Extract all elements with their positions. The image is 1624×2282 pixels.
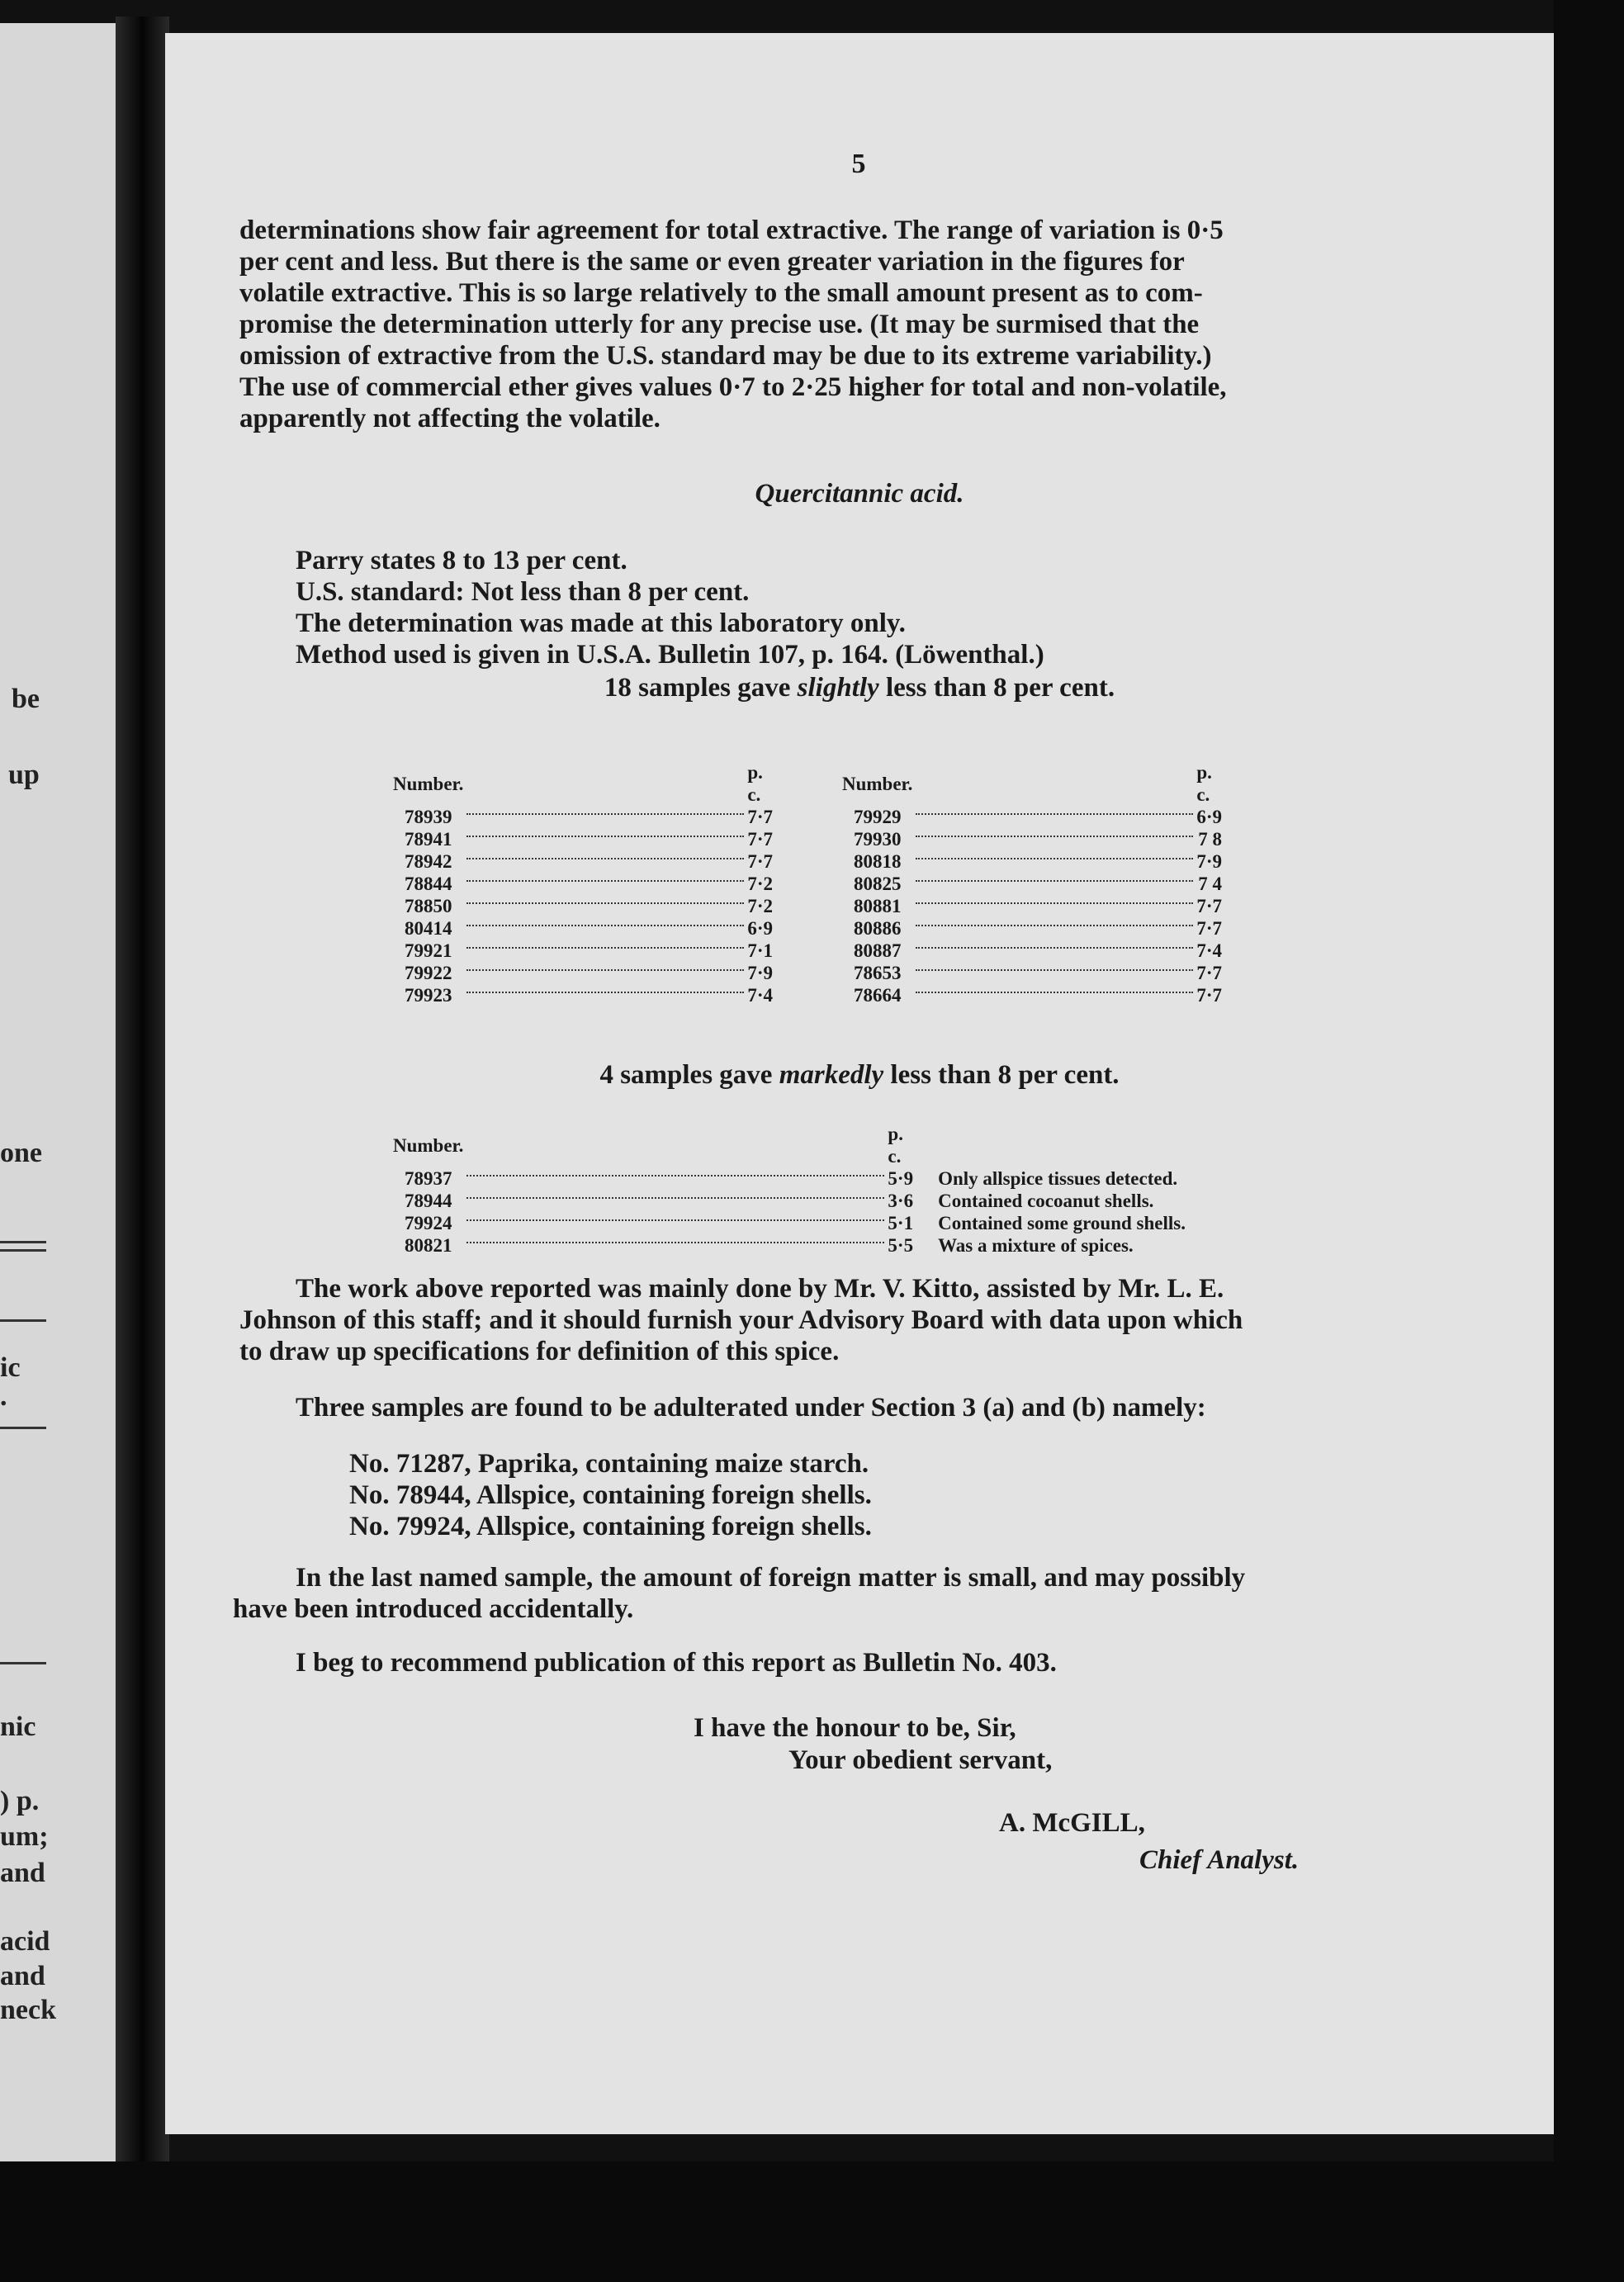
table-row [393, 984, 773, 1006]
percent-value: 7·2 [747, 896, 773, 916]
margin-fragment: . [0, 1381, 7, 1412]
sample-number: 78850 [405, 896, 452, 916]
percent-value: 6·9 [747, 918, 773, 939]
sample-number: 79929 [854, 807, 902, 827]
percent-value: 7·1 [747, 940, 773, 961]
text-line: Johnson of this staff; and it should furnish your Advisory Board with data upon which [239, 1305, 1243, 1335]
text-line: The determination was made at this laboratory only. [296, 608, 906, 638]
percent-value: 7·7 [747, 807, 773, 827]
table-row [842, 917, 1222, 940]
table-row [842, 984, 1222, 1006]
dot-leader [912, 940, 1196, 962]
column-header-number: Number. [393, 1134, 464, 1156]
dot-leader [463, 895, 747, 917]
paragraph-acknowledgement [239, 1273, 1243, 1367]
dot-leader [912, 828, 1196, 850]
paragraph-extractive [239, 215, 1227, 434]
text-line: per cent and less. But there is the same or even greater variation in the figures for [239, 247, 1185, 277]
table-row [393, 1234, 1186, 1257]
percent-value: 5·9 [888, 1168, 914, 1189]
sample-number: 79923 [405, 985, 452, 1006]
slightly-summary [165, 672, 1554, 703]
percent-value: 7 4 [1198, 874, 1222, 894]
signature-name: A. McGILL, [999, 1808, 1145, 1838]
sample-number: 78941 [405, 829, 452, 850]
dot-leader [912, 806, 1196, 828]
sample-number: 79921 [405, 940, 452, 961]
table-header-row [393, 761, 773, 806]
percent-value: 7·9 [747, 963, 773, 983]
markedly-table [393, 1123, 1186, 1257]
document-page [165, 33, 1554, 2134]
sample-number: 80821 [405, 1235, 452, 1256]
paragraph-quercitannic [296, 545, 1044, 670]
text-line: Method used is given in U.S.A. Bulletin 107, p. 164. (Löwenthal.) [296, 640, 1044, 670]
summary-text: 4 samples gave [599, 1060, 779, 1090]
column-header-pc: p. c. [747, 762, 763, 805]
dot-leader [463, 962, 747, 984]
percent-value: 7·2 [747, 874, 773, 894]
paragraph-last-sample [233, 1562, 1245, 1625]
signature-title: Chief Analyst. [1139, 1845, 1300, 1875]
film-frame-top [0, 0, 1624, 23]
sample-number: 78844 [405, 874, 452, 894]
percent-value: 7·7 [747, 829, 773, 850]
margin-fragment: up [8, 760, 40, 790]
table-row [393, 940, 773, 962]
sample-number: 78653 [854, 963, 902, 983]
margin-fragment: um; [0, 1821, 49, 1852]
percent-value: 7·9 [1196, 851, 1222, 872]
table-row [393, 895, 773, 917]
sample-number: 78937 [405, 1168, 452, 1189]
margin-rule [0, 1319, 46, 1322]
sample-number: 80881 [854, 896, 902, 916]
dot-leader [463, 1234, 888, 1257]
text-line: omission of extractive from the U.S. standard may be due to its extreme variability.) [239, 341, 1212, 371]
dot-leader [912, 962, 1196, 984]
paragraph-adulterated: Three samples are found to be adulterated under Section 3 (a) and (b) namely: [296, 1393, 1206, 1423]
summary-text: less than 8 per cent. [883, 1060, 1120, 1090]
text-line: have been introduced accidentally. [233, 1594, 634, 1624]
sample-number: 79922 [405, 963, 452, 983]
sample-number: 80818 [854, 851, 902, 872]
table-row [393, 873, 773, 895]
sample-number: 80887 [854, 940, 902, 961]
dot-leader [912, 917, 1196, 940]
sample-note: Was a mixture of spices. [938, 1235, 1134, 1256]
samples-table-right [842, 761, 1222, 1006]
percent-value: 6·9 [1196, 807, 1222, 827]
left-page-edge [0, 23, 124, 2161]
table-header-row [393, 1123, 1186, 1167]
text-line: U.S. standard: Not less than 8 per cent. [296, 577, 750, 607]
sample-note: Contained some ground shells. [938, 1213, 1186, 1233]
margin-fragment: ) p. [0, 1786, 40, 1816]
dot-leader [912, 895, 1196, 917]
percent-value: 7·7 [747, 851, 773, 872]
film-frame-right [1554, 0, 1624, 2282]
table-row [842, 940, 1222, 962]
list-item: No. 79924, Allspice, containing foreign shells. [349, 1512, 872, 1541]
text-line: determinations show fair agreement for total extractive. The range of variation is 0·5 [239, 215, 1224, 245]
margin-fragment: be [12, 684, 40, 714]
table-row [842, 806, 1222, 828]
dot-leader [912, 850, 1196, 873]
table-row [393, 806, 773, 828]
sample-number: 78939 [405, 807, 452, 827]
percent-value: 7·4 [747, 985, 773, 1006]
percent-value: 3·6 [888, 1191, 914, 1211]
samples-table-left [393, 761, 773, 1006]
percent-value: 7·7 [1196, 985, 1222, 1006]
margin-fragment: nic [0, 1712, 36, 1742]
sample-number: 79924 [405, 1213, 452, 1233]
percent-value: 7·7 [1196, 896, 1222, 916]
margin-rule [0, 1241, 46, 1243]
table-row [393, 917, 773, 940]
sample-number: 79930 [854, 829, 902, 850]
text-line: promise the determination utterly for any precise use. (It may be surmised that the [239, 310, 1200, 339]
sample-note: Contained cocoanut shells. [938, 1191, 1154, 1211]
page-number: 5 [851, 149, 866, 179]
section-heading: Quercitannic acid. [755, 479, 964, 509]
dot-leader [912, 873, 1196, 895]
markedly-summary [165, 1059, 1554, 1091]
table-row [393, 1190, 1186, 1212]
sample-number: 80825 [854, 874, 902, 894]
summary-emphasis: slightly [797, 673, 879, 703]
percent-value: 5·5 [888, 1235, 914, 1256]
dot-leader [463, 984, 747, 1006]
list-item: No. 71287, Paprika, containing maize starch. [349, 1449, 869, 1479]
margin-fragment: acid [0, 1926, 50, 1957]
text-line: volatile extractive. This is so large relatively to the small amount present as to com- [239, 278, 1203, 308]
table-row [393, 850, 773, 873]
column-header-number: Number. [842, 773, 913, 794]
margin-fragment: ic [0, 1352, 21, 1383]
text-line: In the last named sample, the amount of foreign matter is small, and may possibly [296, 1563, 1246, 1593]
margin-rule [0, 1249, 46, 1252]
margin-fragment: and [0, 1961, 45, 1991]
dot-leader [463, 1167, 888, 1190]
sample-number: 80414 [405, 918, 452, 939]
sample-number: 78942 [405, 851, 452, 872]
dot-leader [912, 984, 1196, 1006]
table-row [842, 828, 1222, 850]
text-line: The work above reported was mainly done by Mr. V. Kitto, assisted by Mr. L. E. [296, 1274, 1224, 1304]
percent-value: 7·4 [1196, 940, 1222, 961]
book-gutter [116, 17, 169, 2163]
percent-value: 7·7 [1196, 918, 1222, 939]
dot-leader [463, 1190, 888, 1212]
closing-line: Your obedient servant, [788, 1745, 1053, 1775]
table-row [842, 962, 1222, 984]
sample-number: 78664 [854, 985, 902, 1006]
column-header-number: Number. [393, 773, 464, 794]
dot-leader [463, 1212, 888, 1234]
sample-number: 80886 [854, 918, 902, 939]
table-row [842, 850, 1222, 873]
margin-rule [0, 1662, 46, 1664]
percent-value: 7·7 [1196, 963, 1222, 983]
table-row [393, 828, 773, 850]
paragraph-recommendation: I beg to recommend publication of this report as Bulletin No. 403. [296, 1648, 1057, 1678]
film-frame-bottom [0, 2161, 1624, 2282]
summary-text: 18 samples gave [604, 673, 798, 703]
column-header-pc: p. c. [1196, 762, 1212, 805]
margin-fragment: and [0, 1858, 45, 1888]
text-line: apparently not affecting the volatile. [239, 404, 660, 433]
dot-leader [463, 940, 747, 962]
percent-value: 7 8 [1198, 829, 1222, 850]
table-row [393, 1212, 1186, 1234]
text-line: The use of commercial ether gives values 0·7 to 2·25 higher for total and non-volatile, [239, 372, 1227, 402]
dot-leader [463, 806, 747, 828]
text-line: Parry states 8 to 13 per cent. [296, 546, 627, 575]
dot-leader [463, 850, 747, 873]
list-item: No. 78944, Allspice, containing foreign shells. [349, 1480, 872, 1510]
dot-leader [463, 873, 747, 895]
sample-note: Only allspice tissues detected. [938, 1168, 1178, 1189]
margin-fragment: one [0, 1138, 42, 1168]
summary-emphasis: markedly [779, 1060, 884, 1090]
percent-value: 5·1 [888, 1213, 914, 1233]
table-row [842, 895, 1222, 917]
table-row [842, 873, 1222, 895]
column-header-pc: p. c. [888, 1124, 903, 1167]
margin-fragment: neck [0, 1995, 56, 2025]
margin-rule [0, 1427, 46, 1429]
sample-number: 78944 [405, 1191, 452, 1211]
table-header-row [842, 761, 1222, 806]
adulterated-list [349, 1448, 872, 1542]
dot-leader [463, 828, 747, 850]
text-line: to draw up specifications for definition of this spice. [239, 1337, 840, 1366]
dot-leader [463, 917, 747, 940]
closing-line: I have the honour to be, Sir, [694, 1713, 1016, 1743]
summary-text: less than 8 per cent. [878, 673, 1115, 703]
table-row [393, 962, 773, 984]
table-row [393, 1167, 1186, 1190]
